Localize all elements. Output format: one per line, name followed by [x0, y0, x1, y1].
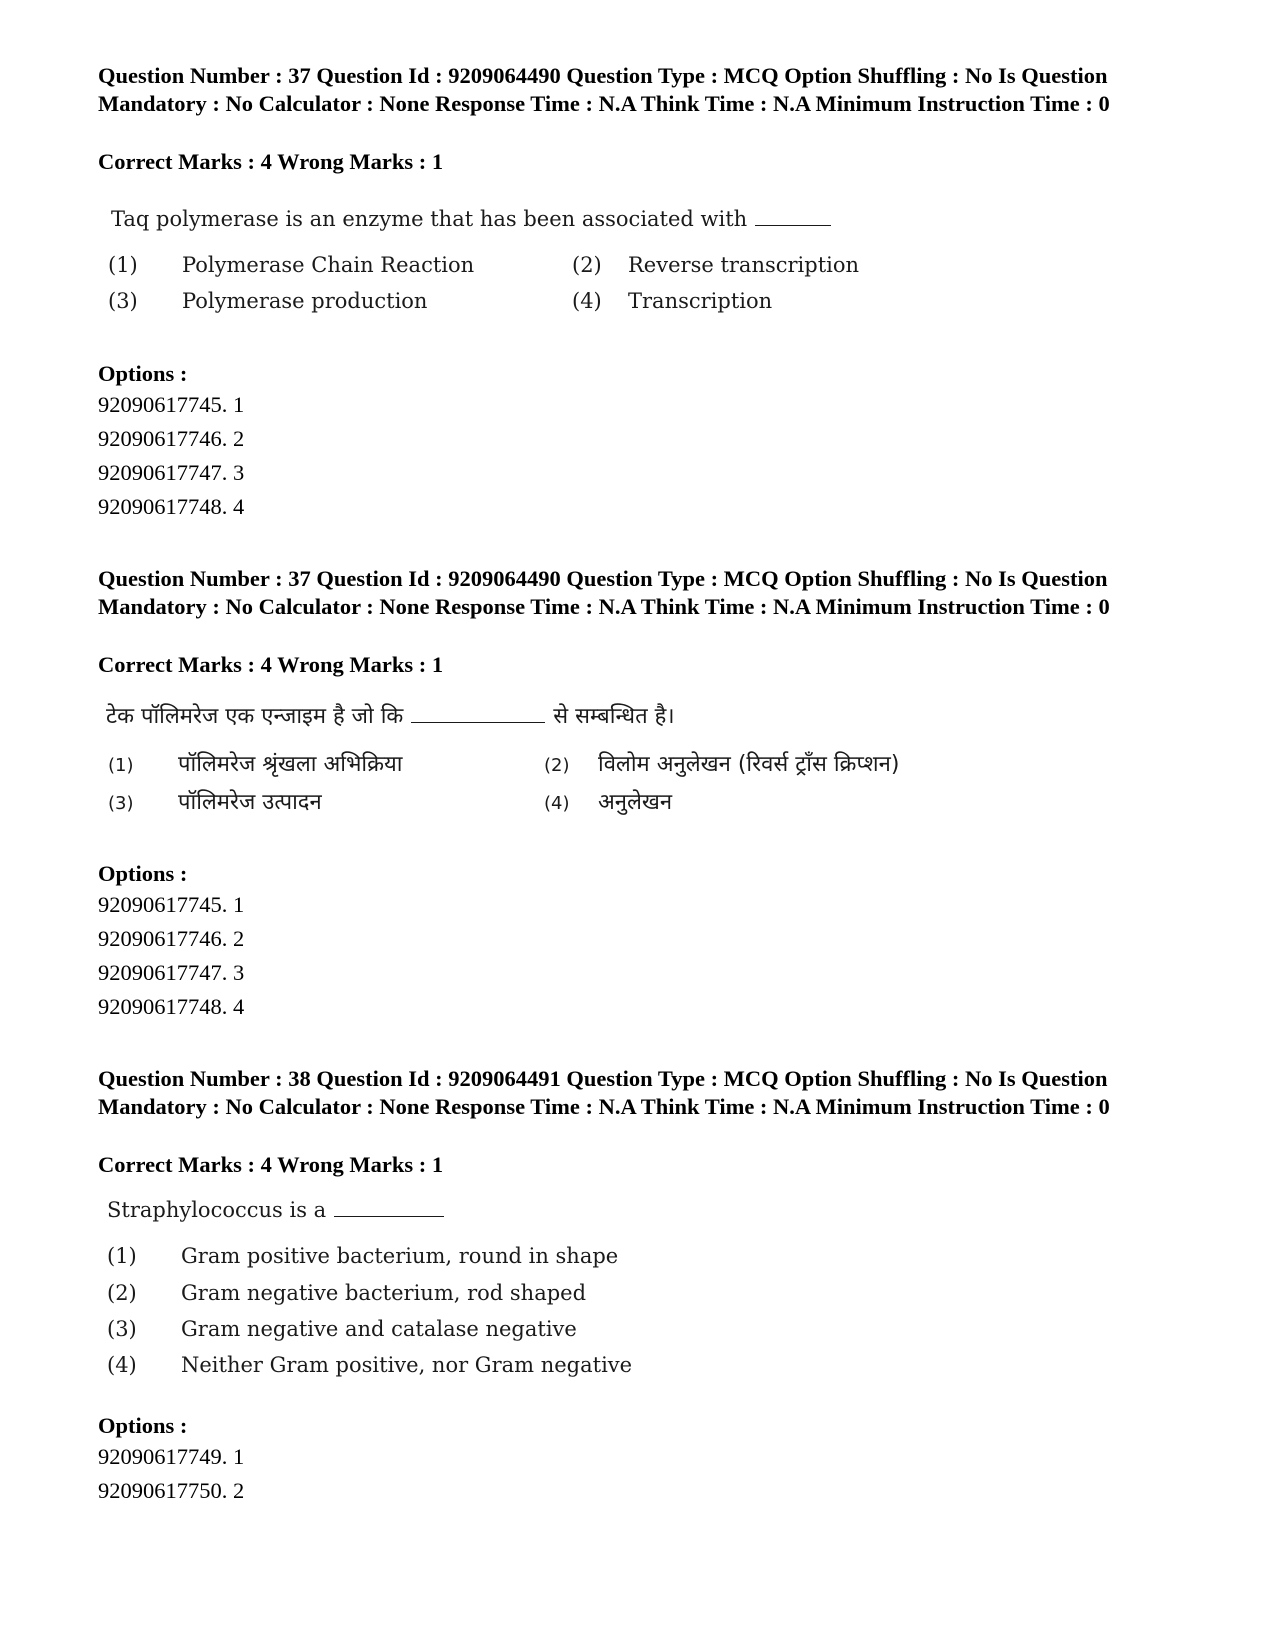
options-list	[98, 888, 244, 1024]
choice-item: (2) विलोम अनुलेखन (रिवर्स ट्राँस क्रिप्शन)	[544, 752, 900, 777]
choice-item: (4) Transcription	[572, 289, 773, 313]
option-item: 92090617748. 4	[98, 994, 245, 1019]
option-item: 92090617750. 2	[98, 1478, 245, 1503]
option-item: 92090617745. 1	[98, 392, 245, 417]
option-item: 92090617747. 3	[98, 460, 245, 485]
question-image-english	[98, 1196, 998, 1386]
option-item: 92090617747. 3	[98, 960, 245, 985]
question-meta: Question Number : 37 Question Id : 9209064490 Question Type : MCQ Option Shuffling : No Is Question Mandatory : No Calculator : None Response Time : N.A Think Time : N.A Minimum Instruction Time : 0	[98, 566, 1110, 619]
question-text: Straphylococcus is a	[107, 1198, 444, 1222]
option-item: 92090617746. 2	[98, 926, 245, 951]
options-list	[98, 388, 244, 524]
choice-item: (2) Reverse transcription	[572, 253, 860, 277]
choice-item: (3) Gram negative and catalase negative	[107, 1317, 577, 1341]
choice-item: (2) Gram negative bacterium, rod shaped	[107, 1281, 587, 1305]
answer-blank	[411, 704, 545, 723]
question-marks: Correct Marks : 4 Wrong Marks : 1	[98, 149, 444, 174]
question-text: टेक पॉलिमरेज एक एन्जाइम है जो कि से सम्बन्धित है।	[106, 704, 675, 729]
question-marks: Correct Marks : 4 Wrong Marks : 1	[98, 1152, 444, 1177]
option-item: 92090617748. 4	[98, 494, 245, 519]
options-heading: Options :	[98, 361, 188, 386]
question-image-english	[98, 205, 998, 325]
choice-item: (1) पॉलिमरेज श्रृंखला अभिक्रिया	[108, 752, 403, 777]
question-text: Taq polymerase is an enzyme that has been associated with	[111, 207, 831, 231]
choice-item: (1) Polymerase Chain Reaction	[108, 253, 475, 277]
question-marks: Correct Marks : 4 Wrong Marks : 1	[98, 652, 444, 677]
question-meta: Question Number : 37 Question Id : 9209064490 Question Type : MCQ Option Shuffling : No Is Question Mandatory : No Calculator : None Response Time : N.A Think Time : N.A Minimum Instruction Time : 0	[98, 63, 1110, 116]
choice-item: (3) Polymerase production	[108, 289, 428, 313]
choice-item: (4) अनुलेखन	[544, 790, 673, 815]
options-list	[98, 1440, 244, 1508]
option-item: 92090617745. 1	[98, 892, 245, 917]
answer-blank	[334, 1198, 444, 1217]
choice-item: (4) Neither Gram positive, nor Gram negative	[107, 1353, 633, 1377]
choice-item: (3) पॉलिमरेज उत्पादन	[108, 790, 322, 815]
choice-item: (1) Gram positive bacterium, round in shape	[107, 1244, 619, 1268]
question-meta: Question Number : 38 Question Id : 9209064491 Question Type : MCQ Option Shuffling : No Is Question Mandatory : No Calculator : None Response Time : N.A Think Time : N.A Minimum Instruction Time : 0	[98, 1066, 1110, 1119]
question-image-hindi	[98, 700, 1058, 825]
option-item: 92090617749. 1	[98, 1444, 245, 1469]
option-item: 92090617746. 2	[98, 426, 245, 451]
options-heading: Options :	[98, 1413, 188, 1438]
answer-blank	[755, 207, 831, 226]
options-heading: Options :	[98, 861, 188, 886]
